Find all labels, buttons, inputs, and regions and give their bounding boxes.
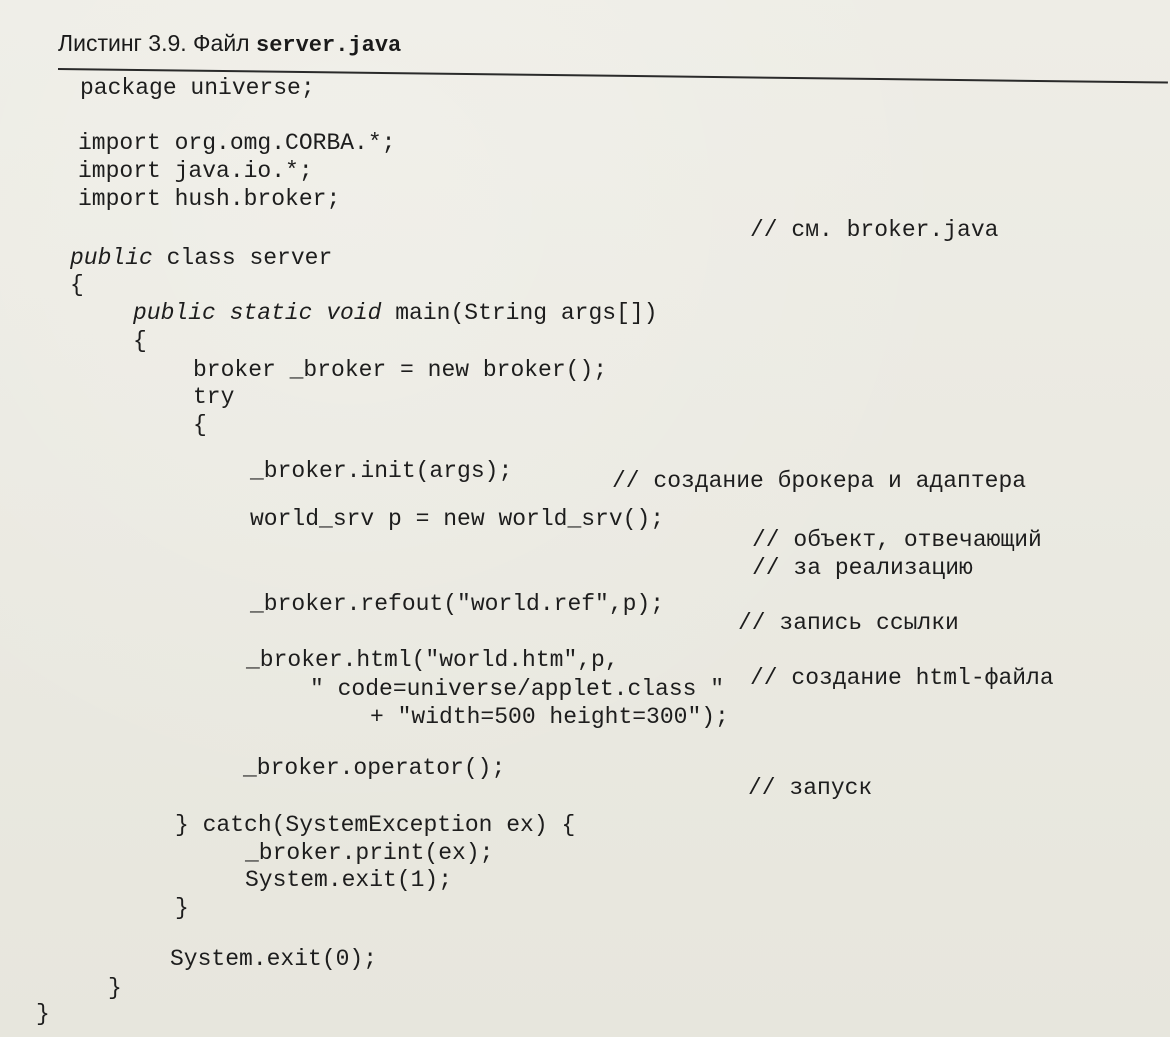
comment-run: // запуск bbox=[748, 775, 873, 801]
code-line-import-corba: import org.omg.CORBA.*; bbox=[78, 130, 396, 156]
code-line-print: _broker.print(ex); bbox=[245, 840, 494, 866]
code-line-refout: _broker.refout("world.ref",p); bbox=[250, 591, 665, 617]
code-line-operator: _broker.operator(); bbox=[243, 755, 506, 781]
comment-broker-java: // см. broker.java bbox=[750, 217, 999, 243]
code-line-catch: } catch(SystemException ex) { bbox=[175, 812, 576, 838]
keyword-public: public bbox=[70, 245, 153, 271]
comment-ref: // запись ссылки bbox=[738, 610, 959, 636]
code-line-package: package universe; bbox=[80, 75, 315, 101]
keyword-public-static-void: public static void bbox=[133, 300, 382, 326]
code-line-try: try bbox=[193, 384, 235, 410]
code-line-class-decl bbox=[70, 245, 332, 271]
code-line-main-decl bbox=[133, 300, 658, 326]
listing-caption bbox=[58, 30, 401, 58]
code-line-world-srv: world_srv p = new world_srv(); bbox=[250, 506, 665, 532]
code-line-main-open: { bbox=[133, 328, 147, 354]
code-line-exit-0: System.exit(0); bbox=[170, 946, 378, 972]
code-line-import-io: import java.io.*; bbox=[78, 158, 313, 184]
listing-caption-prefix: Листинг 3.9. Файл bbox=[58, 30, 256, 56]
main-decl-rest: main(String args[]) bbox=[381, 300, 658, 326]
code-line-broker-new: broker _broker = new broker(); bbox=[193, 357, 608, 383]
code-line-init: _broker.init(args); bbox=[250, 458, 513, 484]
code-line-import-broker: import hush.broker; bbox=[78, 186, 341, 212]
code-line-try-open: { bbox=[193, 412, 207, 438]
comment-init: // создание брокера и адаптера bbox=[612, 468, 1027, 494]
comment-object-2: // за реализацию bbox=[752, 555, 973, 581]
code-line-try-close: } bbox=[175, 895, 189, 921]
code-line-class-close: } bbox=[36, 1001, 50, 1027]
class-decl-rest: class server bbox=[152, 245, 333, 271]
code-line-html-3: + "width=500 height=300"); bbox=[370, 704, 729, 730]
listing-caption-filename: server.java bbox=[256, 33, 402, 58]
code-line-exit-1: System.exit(1); bbox=[245, 867, 453, 893]
code-line-main-close: } bbox=[108, 975, 122, 1001]
code-line-class-open: { bbox=[70, 272, 84, 298]
comment-object-1: // объект, отвечающий bbox=[752, 527, 1042, 553]
code-line-html-2: " code=universe/applet.class " bbox=[310, 676, 725, 702]
comment-html: // создание html-файла bbox=[750, 665, 1054, 691]
code-line-html-1: _broker.html("world.htm",p, bbox=[246, 647, 619, 673]
